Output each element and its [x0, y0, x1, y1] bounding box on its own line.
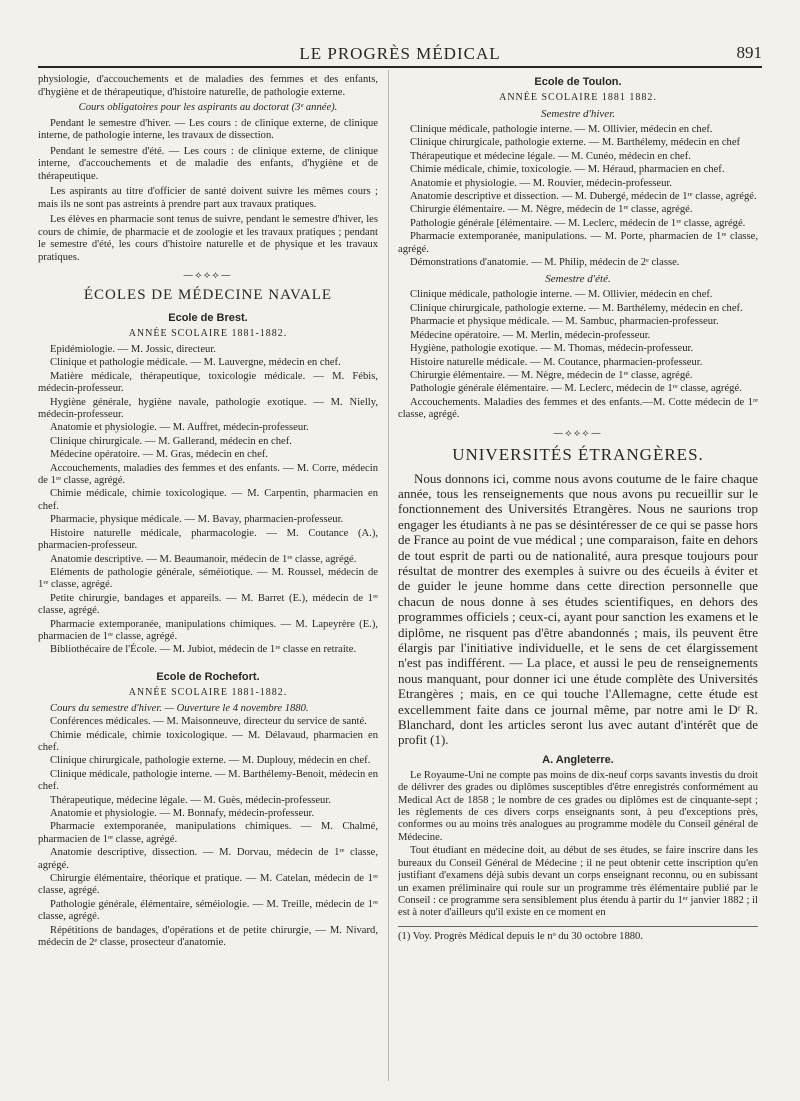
brest-course-list: [38, 344, 378, 657]
course-entry: Chirurgie élémentaire, théorique et pratique. — M. Catelan, médecin de 1ʳᵉ classe, agrégé.: [38, 873, 378, 897]
course-entry: Pathologie générale élémentaire. — M. Leclerc, médecin de 1ʳᵉ classe, agrégé.: [410, 383, 742, 395]
course-entry: Thérapeutique, médecine légale. — M. Guès, médecin-professeur.: [50, 794, 331, 806]
universities-body: Nous donnons ici, comme nous avons coutume de le faire chaque année, tous les renseignements que nous avons pu recueillir sur le fonctionnement des Universités Etrangères. Nous ne saurions trop engager les étudiants à ne pas se désintéresser de ce qui se passe hors de France au point de vue médical ; une comparaison, faite en dehors de tout esprit de parti ou de nationalité, aura presque toujours pour résultat de montrer des exemples à suivre ou des écueils à éviter et de guider le jeune homme dans cette direction personnelle que chacun de nous donne à ses études scientifiques, en dehors des programmes officiels ; ceux-ci, ayant pour sanction les examens et le diplôme, ne risquent pas d'être abandonnés ; mais, ils peuvent être élargis par l'initiative individuelle, et le sens de cet élargissement n'est pas indifférent. — La place, et aussi le peu de renseignements nous manquant, pour donner ici une étude complète des Universités Etrangères ; mais, en ce qui touche l'Allemagne, cette étude est excellemment faite dans ce journal même, par notre ami le Dʳ R. Blanchard, dont les articles seront lus avec autant d'intérêt que de profit (1).: [398, 470, 758, 748]
toulon-winter-list: [398, 124, 758, 269]
journal-title: LE PROGRÈS MÉDICAL: [299, 44, 501, 63]
school-toulon-title: Ecole de Toulon.: [534, 76, 622, 88]
school-rochefort-title: Ecole de Rochefort.: [156, 670, 260, 683]
summer-courses: Pendant le semestre d'été. — Les cours : de clinique externe, de clinique interne, d'accouchements et de maladie des enfants, d'hygiène et de thérapeutique.: [38, 145, 378, 182]
rochefort-course-list: [38, 716, 378, 949]
toulon-summer-list: [398, 289, 758, 421]
course-entry: Anatomie descriptive. — M. Beaumanoir, médecin de 1ʳᵉ classe, agrégé.: [50, 553, 357, 565]
column-divider: [388, 70, 389, 1081]
school-toulon-year: ANNÉE SCOLAIRE 1881 1882.: [499, 92, 657, 103]
course-entry: Pathologie générale, élémentaire, séméiologie. — M. Treille, médecin de 1ʳᵉ classe, agrégé.: [38, 898, 378, 923]
course-entry: Pharmacie, physique médicale. — M. Bavay, pharmacien-professeur.: [50, 514, 344, 526]
course-entry: Clinique chirurgicale, pathologie externe. — M. Barthélemy, médecin en chef.: [410, 302, 743, 314]
foreign-universities-title: UNIVERSITÉS ÉTRANGÈRES.: [452, 444, 704, 464]
course-entry: Chimie médicale, chimie, toxicologie. — M. Héraud, pharmacien en chef.: [410, 164, 725, 176]
left-column: [38, 74, 378, 1081]
ornament-divider: —⟡⟡⟡—: [183, 270, 233, 281]
ornament-divider: —⟡⟡⟡—: [553, 427, 603, 439]
course-entry: Anatomie descriptive et dissection. — M. Dubergé, médecin de 1ʳᵉ classe, agrégé.: [410, 191, 757, 203]
course-entry: Pharmacie et physique médicale. — M. Sambuc, pharmacien-professeur.: [410, 316, 719, 328]
course-entry: Chirurgie élémentaire. — M. Nègre, médecin de 1ʳᵉ classe, agrégé.: [410, 369, 693, 381]
course-entry: Clinique et pathologie médicale. — M. Lauvergne, médecin en chef.: [50, 357, 341, 369]
course-entry: Accouchements, maladies des femmes et des enfants. — M. Corre, médecin de 1ʳᵉ classe, agrégé.: [38, 462, 378, 487]
course-entry: Anatomie descriptive, dissection. — M. Dorvau, médecin de 1ʳᵉ classe, agrégé.: [38, 847, 378, 871]
course-entry: Pathologie générale [élémentaire. — M. Leclerc, médecin de 1ʳᵉ classe, agrégé.: [410, 217, 746, 229]
summer-semester-label: Semestre d'été.: [545, 273, 611, 286]
course-entry: Hygiène, pathologie exotique. — M. Thomas, médecin-professeur.: [410, 343, 694, 355]
course-entry: Chimie médicale, chimie toxicologique. — M. Carpentin, pharmacien en chef.: [38, 488, 378, 512]
course-entry: Hygiène générale, hygiène navale, pathologie exotique. — M. Nielly, médecin-professeur.: [38, 396, 378, 421]
winter-semester-label: Semestre d'hiver.: [540, 108, 616, 120]
course-entry: Chirurgie élémentaire. — M. Nègre, médecin de 1ʳᵉ classe, agrégé.: [410, 204, 693, 216]
course-entry: Matière médicale, thérapeutique, toxicologie médicale. — M. Fébis, médecin-professeur.: [38, 370, 378, 395]
school-brest-year: ANNÉE SCOLAIRE 1881-1882.: [128, 328, 288, 339]
course-entry: Accouchements. Maladies des femmes et des enfants.—M. Cotte médecin de 1ʳᵉ classe, agrégé.: [398, 396, 758, 421]
course-entry: Clinique médicale, pathologie interne. — M. Ollivier, médecin en chef.: [410, 289, 713, 301]
england-heading: A. Angleterre.: [542, 753, 614, 766]
course-entry: Médecine opératoire. — M. Merlin, médecin-professeur.: [410, 329, 651, 341]
course-entry: Anatomie et physiologie. — M. Bonnafy, médecin-professeur.: [50, 808, 315, 819]
course-entry: Clinique chirurgicale. — M. Gallerand, médecin en chef.: [50, 435, 292, 447]
course-entry: Histoire naturelle médicale. — M. Coutance, pharmacien-professeur.: [410, 356, 703, 368]
course-entry: Anatomie et physiologie. — M. Rouvier, médecin-professeur.: [410, 177, 673, 189]
right-column: [398, 74, 758, 1081]
course-entry: Pharmacie extemporanée, manipulations chimiques. — M. Lapeyrère (E.), pharmacien de 1ʳᵉ classe, agrégé.: [38, 618, 378, 642]
course-entry: Clinique chirurgicale, pathologie externe. — M. Barthélemy, médecin en chef: [410, 137, 741, 149]
rochefort-opening: Cours du semestre d'hiver. — Ouverture le 4 novembre 1880.: [50, 702, 309, 714]
course-entry: Histoire naturelle médicale, pharmacologie. — M. Coutance (A.), pharmacien-professeur.: [38, 527, 378, 552]
page-number: 891: [736, 43, 762, 62]
aspirants-text: Les aspirants au titre d'officier de santé doivent suivre les mêmes cours ; mais ils ne sont pas astreints à prendre part aux travaux pratiques.: [38, 186, 378, 210]
course-entry: Conférences médicales. — M. Maisonneuve, directeur du service de santé.: [50, 716, 367, 728]
page-header: [38, 40, 762, 68]
course-entry: Pharmacie extemporanée, manipulations. — M. Porte, pharmacien de 1ʳᵉ classe, agrégé.: [398, 231, 758, 255]
course-entry: Eléments de pathologie générale, séméiotique. — M. Roussel, médecin de 1ʳᵉ classe, agrégé.: [38, 566, 378, 591]
footnote: (1) Voy. Progrès Médical depuis le nᵒ du 30 octobre 1880.: [398, 926, 758, 942]
pharma-text: Les élèves en pharmacie sont tenus de suivre, pendant le semestre d'hiver, les cours de chimie, de pharmacie et de zoologie et les travaux pratiques ; pendant le semestre d'été, les cours d'histoire naturelle et de physique et les travaux pratiques.: [38, 214, 378, 263]
header-rule: [38, 66, 762, 68]
course-entry: Pharmacie extemporanée, manipulations chimiques. — M. Chalmé, pharmacien de 1ʳᵉ classe, agrégé.: [38, 821, 378, 845]
course-entry: Répétitions de bandages, d'opérations et de petite chirurgie, — M. Nivard, médecin de 2ᵉ classe, prosecteur d'anatomie.: [38, 924, 378, 949]
england-paragraph-1: Le Royaume-Uni ne compte pas moins de dix-neuf corps savants investis du droit de délivrer des grades ou diplômes susceptibles d'être enregistrés conformément au Medical Act de 1858 ; le nombre de ces grades ou diplômes est de cinquante-sept ; les règlements de ces divers corps enseignants sont, à peu d'exceptions près, conformes ou au moins très analogues au programme modèle du Conseil général de Médecine.: [398, 769, 758, 843]
england-paragraph-2: Tout étudiant en médecine doit, au début de ses études, se faire inscrire dans les bureaux du Conseil Général de Médecine ; il ne peut obtenir cette inscription qu'en justifiant d'examens déjà subis devant un corps enseignant reconnu, ou en subissant un examen préliminaire qui roule sur un programme très élémentaire publié par le Conseil : ce programme sera sensiblement plus étendu à partir du 1ᵉʳ janvier 1882 ; il est à noter d'ailleurs qu'il existe en ce moment en: [398, 845, 758, 919]
course-entry: Clinique chirurgicale, pathologie externe. — M. Duplouy, médecin en chef.: [50, 755, 371, 767]
course-entry: Petite chirurgie, bandages et appareils. — M. Barret (E.), médecin de 1ʳᵉ classe, agrégé.: [38, 592, 378, 617]
course-entry: Médecine opératoire. — M. Gras, médecin en chef.: [50, 449, 268, 461]
winter-courses: Pendant le semestre d'hiver. — Les cours : de clinique externe, de clinique interne, de pathologie interne, les travaux de dissection.: [38, 117, 378, 141]
course-entry: Démonstrations d'anatomie. — M. Philip, médecin de 2ᵉ classe.: [410, 257, 680, 269]
naval-schools-title: ÉCOLES DE MÉDECINE NAVALE: [83, 287, 333, 303]
intro-text: physiologie, d'accouchements et de maladies des femmes et des enfants, d'hygiène et de thérapeutique, d'histoire naturelle, de pathologie externe.: [38, 74, 378, 98]
course-entry: Epidémiologie. — M. Jossic, directeur.: [50, 344, 216, 355]
school-rochefort-year: ANNÉE SCOLAIRE 1881-1882.: [128, 686, 288, 698]
course-entry: Clinique médicale, pathologie interne. — M. Ollivier, médecin en chef.: [410, 124, 713, 135]
course-entry: Clinique médicale, pathologie interne. — M. Barthélemy-Benoit, médecin en chef.: [38, 768, 378, 793]
school-brest-title: Ecole de Brest.: [168, 312, 248, 324]
courses-heading: Cours obligatoires pour les aspirants au doctorat (3ᵉ année).: [78, 102, 338, 113]
course-entry: Chimie médicale, chimie toxicologique. — M. Délavaud, pharmacien en chef.: [38, 729, 378, 753]
course-entry: Thérapeutique et médecine légale. — M. Cunéo, médecin en chef.: [410, 150, 691, 162]
course-entry: Bibliothécaire de l'École. — M. Jubiot, médecin de 1ʳᵉ classe en retraite.: [50, 644, 357, 656]
course-entry: Anatomie et physiologie. — M. Auffret, médecin-professeur.: [50, 422, 309, 434]
